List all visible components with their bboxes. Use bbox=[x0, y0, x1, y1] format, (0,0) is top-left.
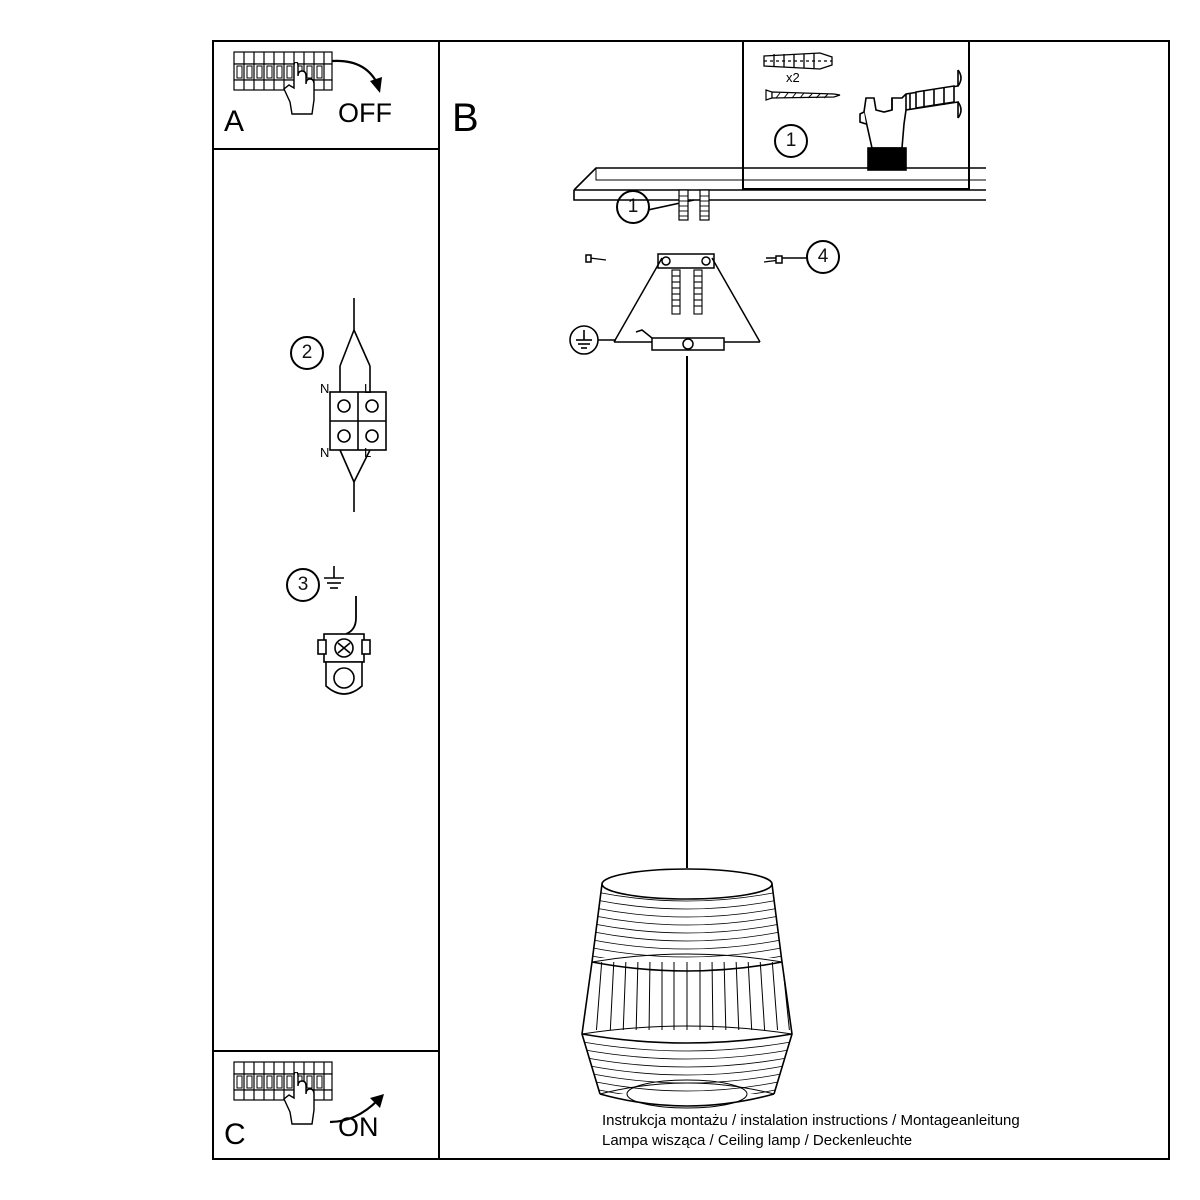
hand-pointing-icon-c bbox=[278, 1072, 324, 1128]
suspension-cable bbox=[684, 356, 690, 868]
curved-arrow-up-icon bbox=[326, 1090, 392, 1130]
panel-a-letter: A bbox=[224, 105, 245, 138]
panel-c-action-label: ON bbox=[338, 1112, 379, 1142]
step-number-badge-1-drill: 1 bbox=[774, 124, 808, 158]
earth-connection-detail bbox=[316, 560, 386, 710]
terminal-label-n-bottom: N bbox=[320, 445, 330, 460]
ceiling-wall-plugs bbox=[676, 188, 716, 226]
pendant-lamp-shade bbox=[556, 862, 818, 1112]
drill-quantity-label: x2 bbox=[786, 70, 800, 85]
terminal-label-l-top: L bbox=[364, 381, 372, 396]
terminal-label-n-top: N bbox=[320, 381, 330, 396]
panel-b-letter: B bbox=[452, 96, 479, 140]
panel-c-letter: C bbox=[224, 1118, 246, 1151]
step-number-badge-2: 2 bbox=[290, 336, 324, 370]
panel-a-action-label: OFF bbox=[338, 98, 392, 128]
caption-line-1: Instrukcja montażu / instalation instructions / Montageanleitung bbox=[602, 1112, 1020, 1129]
hand-pointing-icon bbox=[278, 62, 324, 118]
vertical-divider bbox=[438, 40, 440, 1160]
curved-arrow-down-icon bbox=[330, 55, 390, 100]
terminal-label-l-bottom: L bbox=[364, 445, 372, 460]
terminal-block-wiring-diagram bbox=[318, 296, 428, 516]
wood-screw-icon bbox=[762, 86, 844, 104]
ceiling-surface bbox=[566, 128, 986, 208]
step-number-badge-3: 3 bbox=[286, 568, 320, 602]
earth-ground-icon bbox=[568, 322, 624, 366]
step-number-badge-1: 1 bbox=[616, 190, 650, 224]
caption-line-2: Lampa wisząca / Ceiling lamp / Deckenleuchte bbox=[602, 1132, 913, 1149]
step-number-badge-4: 4 bbox=[806, 240, 840, 274]
